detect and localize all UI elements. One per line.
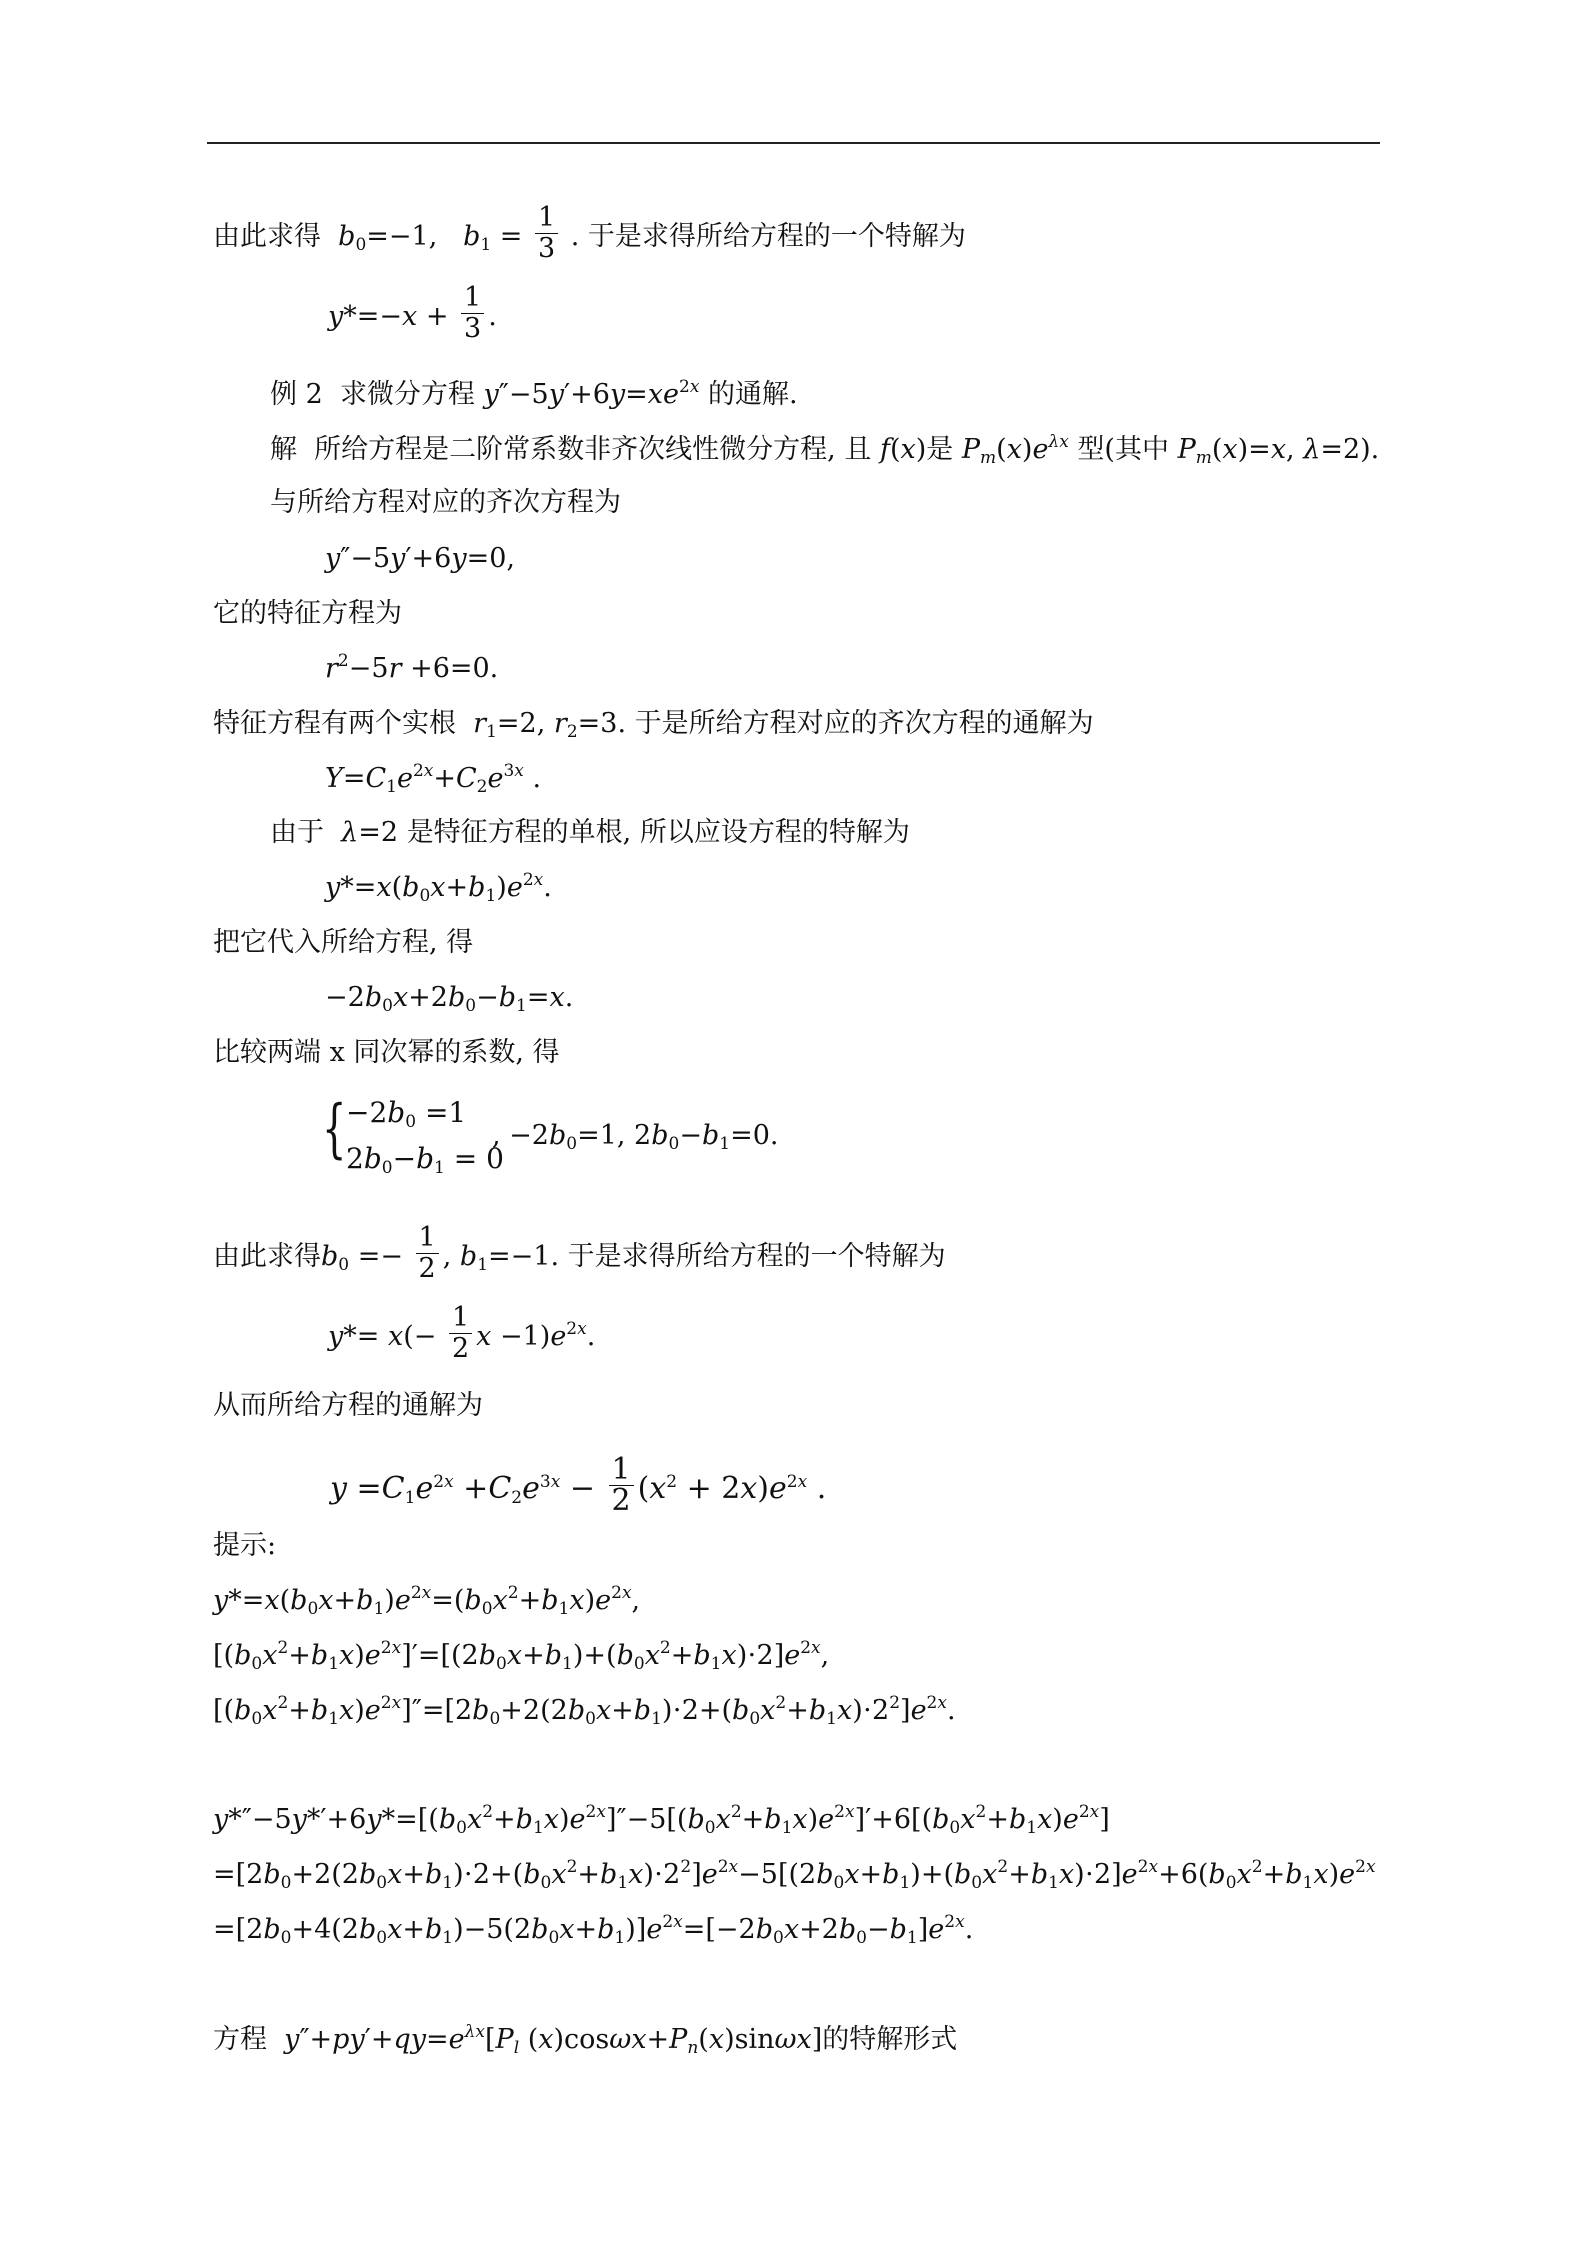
b0-line: 由此求得$b_0$ =− $\frac{1}{2}$ , $b_1=-1$. 于是求得所给方程的一个特解为 <box>213 1222 946 1284</box>
header-rule <box>207 142 1380 144</box>
eq-general-homog: $Y=C_1e^{2x}+C_2e^{3x}$ . <box>325 761 542 797</box>
solution-line: 解 所给方程是二阶常系数非齐次线性微分方程, 且 f(x)是 $P_m(x)e^{\lambda x}$ 型(其中 $P_m(x)=x$, λ=2). <box>270 432 1380 468</box>
expand-eq-3: $=[2b_0+4(2b_0x+b_1)-5(2b_0x+b_1)]e^{2x}=[-2b_0x+2b_0-b_1]e^{2x}$. <box>213 1912 974 1948</box>
eq-substituted: $-2b_0x+2b_0-b_1=x$. <box>325 982 574 1016</box>
example-2: 例 2 求微分方程 $y''-5y'+6y=xe^{2x}$ 的通解. <box>270 377 798 410</box>
eq-particular-form: $y*=x(b_0x+b_1)e^{2x}$. <box>325 870 552 906</box>
hint-eq-2: $[(b_0x^2+b_1x)e^{2x}]'=[(2b_0x+b_1)+(b_0x^2+b_1x)\cdot 2]e^{2x}$, <box>213 1638 830 1674</box>
eq-characteristic: $r^2-5r +6=0$. <box>325 651 499 684</box>
eq-particular-2: y*= x(− $\frac{1}{2}$ $x -1)e^{2x}$. <box>328 1302 596 1364</box>
roots-line: 特征方程有两个实根 $r_1=2$, $r_2=3$. 于是所给方程对应的齐次方程的通解为 <box>213 708 1094 742</box>
eq-general-solution: $y =C_1e^{2x} +C_2e^{3x}$ − $\frac{1}{2}$ $(x^2 + 2x)e^{2x}$ . <box>330 1452 827 1518</box>
subst-line: 把它代入所给方程, 得 <box>213 927 474 958</box>
hint-eq-3: $[(b_0x^2+b_1x)e^{2x}]''=[2b_0+2(2b_0x+b_1)\cdot 2+(b_0x^2+b_1x)\cdot 2^2]e^{2x}$. <box>213 1693 956 1729</box>
text-particular-solution: . 于是求得所给方程的一个特解为 <box>570 221 966 252</box>
expand-eq-1: $y*''-5y*'+6y*=[(b_0x^2+b_1x)e^{2x}]''-5[(b_0x^2+b_1x)e^{2x}]'+6[(b_0x^2+b_1x)e^{2x}]$ <box>213 1802 1110 1838</box>
last-line: 方程 $y''+py'+qy=e^{\lambda x}[P_l$ $(x)\cos\omega x+P_n(x)\sin\omega x$]的特解形式 <box>213 2022 958 2058</box>
lambda-line: 由于 λ=2 是特征方程的单根, 所以应设方程的特解为 <box>270 817 910 848</box>
eq-homogeneous: y″−5y′+6y=0, <box>325 543 516 574</box>
hint-label: 提示: <box>213 1530 277 1561</box>
general-intro: 从而所给方程的通解为 <box>213 1390 483 1421</box>
expand-eq-2: $=[2b_0+2(2b_0x+b_1)\cdot 2+(b_0x^2+b_1x)\cdot 2^2]e^{2x}-5[(2b_0x+b_1)+(b_0x^2+b_1x)\cdot 2]e^{2x}+6(b_0x^2+b_1x)e^{2x}$ <box>213 1857 1376 1893</box>
char-intro: 它的特征方程为 <box>213 598 402 629</box>
line-b-values: 由此求得 $b_0=-1$, $b_1$ = $\frac{1}{3}$ . 于是求得所给方程的一个特解为 <box>213 202 966 264</box>
homog-intro: 与所给方程对应的齐次方程为 <box>270 487 621 518</box>
text-derive: 由此求得 <box>213 221 321 252</box>
hint-eq-1: $y*=x(b_0x+b_1)e^{2x}=(b_0x^2+b_1x)e^{2x}$, <box>213 1583 641 1619</box>
eq-particular-1: y*=−x + $\frac{1}{3}$ . <box>328 282 497 344</box>
compare-line: 比较两端 x 同次幂的系数, 得 <box>213 1037 560 1068</box>
